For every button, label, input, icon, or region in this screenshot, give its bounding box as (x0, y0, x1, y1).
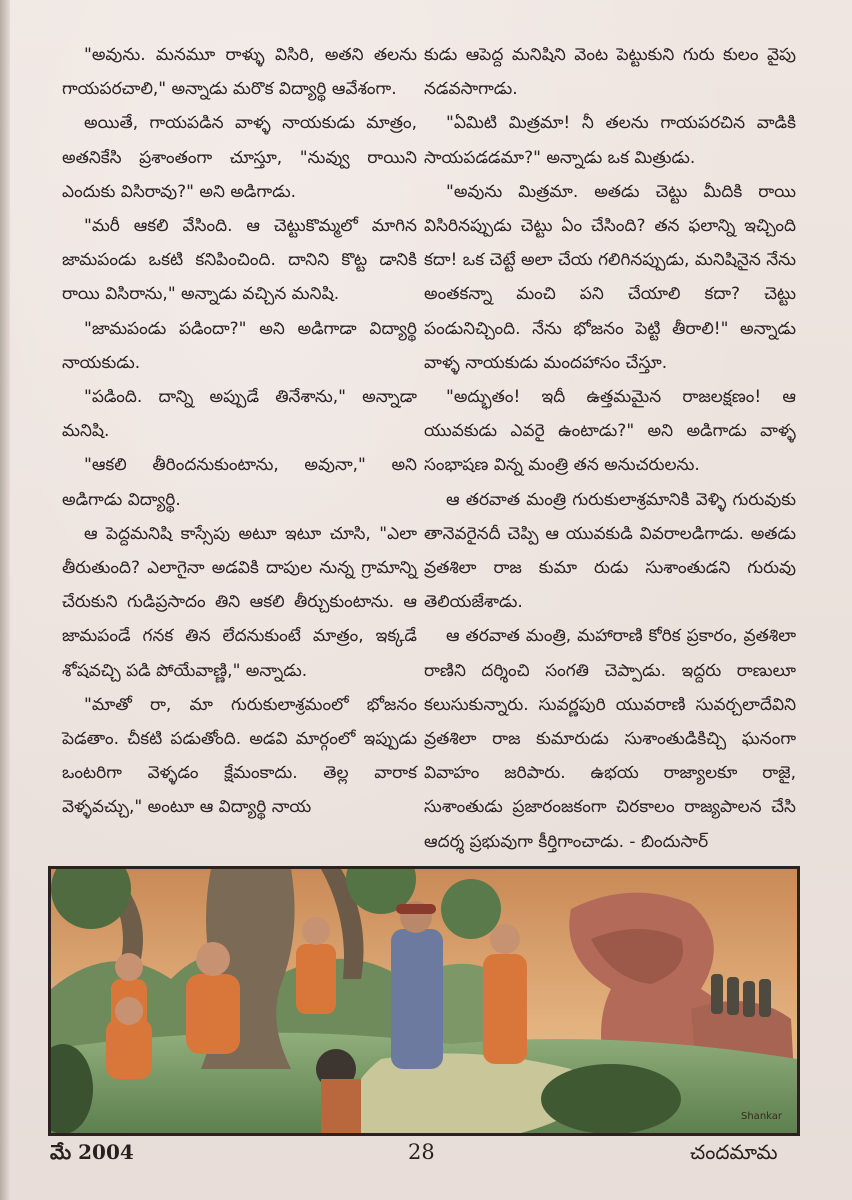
page-spine-shadow (0, 0, 10, 1200)
paragraph: "అవును. మనమూ రాళ్ళు విసిరి, అతని తలను గాయపరచాలి," అన్నాడు మరొక విద్యార్థి ఆవేశంగా. (62, 45, 417, 100)
paragraph: "పడింది. దాన్ని అప్పుడే తినేశాను," అన్నాడా మనిషి. (62, 387, 417, 442)
paragraph: "ఆకలి తీరిందనుకుంటాను, అవునా," అని అడిగాడు విద్యార్థి. (62, 455, 417, 510)
paragraph: అయితే, గాయపడిన వాళ్ళ నాయకుడు మాత్రం, అతనికేసి ప్రశాంతంగా చూస్తూ, "నువ్వు రాయిని ఎందుకు విసిరావు?" అని అడిగాడు. (62, 113, 417, 202)
left-text-column (62, 38, 417, 825)
paragraph: ఆ తరవాత మంత్రి, మహారాణి కోరిక ప్రకారం, వ్రతశిలా రాణిని దర్శించి సంగతి చెప్పాడు. ఇద్దరు రాణులూ కలుసుకున్నారు. సువర్ణపురి యువరాణి సువర్చలాదేవిని వ్రతశిలా రాజ కుమారుడు సుశాంతుడికిచ్చి ఘనంగా వివాహం జరిపారు. ఉభయ రాజ్యాలకూ రాజై, సుశాంతుడు ప్రజారంజకంగా చిరకాలం రాజ్యపాలన చేసి ఆదర్శ ప్రభువుగా కీర్తిగాంచాడు. - బిందుసార్ (424, 626, 796, 852)
forest-scene-drawing (51, 869, 797, 1133)
page-number: 28 (408, 1140, 435, 1164)
paragraph: "అద్భుతం! ఇదీ ఉత్తమమైన రాజలక్షణం! ఆ యువకుడు ఎవరై ఉంటాడు?" అని అడిగాడు వాళ్ళ సంభాషణ విన్న మంత్రి తన అనుచరులను. (424, 387, 796, 476)
paragraph: "మాతో రా, మా గురుకులాశ్రమంలో భోజనం పెడతాం. చీకటి పడుతోంది. అడవి మార్గంలో ఇప్పుడు ఒంటరిగా వెళ్ళడం క్షేమంకాదు. తెల్ల వారాక వెళ్ళవచ్చు," అంటూ ఆ విద్యార్థి నాయ (62, 694, 417, 818)
paragraph: "ఏమిటి మిత్రమా! నీ తలను గాయపరచిన వాడికి సాయపడడమా?" అన్నాడు ఒక మిత్రుడు. (424, 113, 796, 168)
magazine-name: చందమామ (690, 1140, 778, 1164)
story-illustration (48, 866, 800, 1136)
artist-signature: Shankar (741, 1111, 783, 1122)
issue-date: మే 2004 (50, 1140, 134, 1164)
paragraph-continued: కుడు ఆపెద్ద మనిషిని వెంట పెట్టుకుని గురు కులం వైపు నడవసాగాడు. (424, 45, 796, 100)
paragraph: ఆ తరవాత మంత్రి గురుకులాశ్రమానికి వెళ్ళి గురువుకు తానెవరైనదీ చెప్పి ఆ యువకుడి వివరాలడిగాడు. అతడు వ్రతశిలా రాజ కుమా రుడు సుశాంతుడని గురువు తెలియజేశాడు. (424, 489, 796, 613)
paragraph: ఆ పెద్దమనిషి కాస్సేపు అటూ ఇటూ చూసి, "ఎలా తీరుతుంది? ఎలాగైనా అడవికి దాపుల నున్న గ్రామాన్ని చేరుకుని గుడిప్రసాదం తిని ఆకలి తీర్చుకుంటాను. ఆ జామపండే గనక తిన లేదనుకుంటే మాత్రం, ఇక్కడే శోషవచ్చి పడి పోయేవాణ్ణి," అన్నాడు. (62, 523, 417, 681)
paragraph: "మరీ ఆకలి వేసింది. ఆ చెట్టుకొమ్మలో మాగిన జామపండు ఒకటి కనిపించింది. దానిని కొట్ట డానికి రాయి విసిరాను," అన్నాడు వచ్చిన మనిషి. (62, 216, 417, 305)
paragraph: "జామపండు పడిందా?" అని అడిగాడా విద్యార్థి నాయకుడు. (62, 318, 417, 373)
paragraph: "అవును మిత్రమా. అతడు చెట్టు మీదికి రాయి విసిరినప్పుడు చెట్టు ఏం చేసింది? తన ఫలాన్ని ఇచ్చింది కదా! ఒక చెట్టే అలా చేయ గలిగినప్పుడు, మనిషినైన నేను అంతకన్నా మంచి పని చేయాలి కదా? చెట్టు పండునిచ్చింది. నేను భోజనం పెట్టి తీరాలి!" అన్నాడు వాళ్ళ నాయకుడు మందహాసం చేస్తూ. (424, 181, 796, 373)
right-text-column (424, 38, 796, 859)
